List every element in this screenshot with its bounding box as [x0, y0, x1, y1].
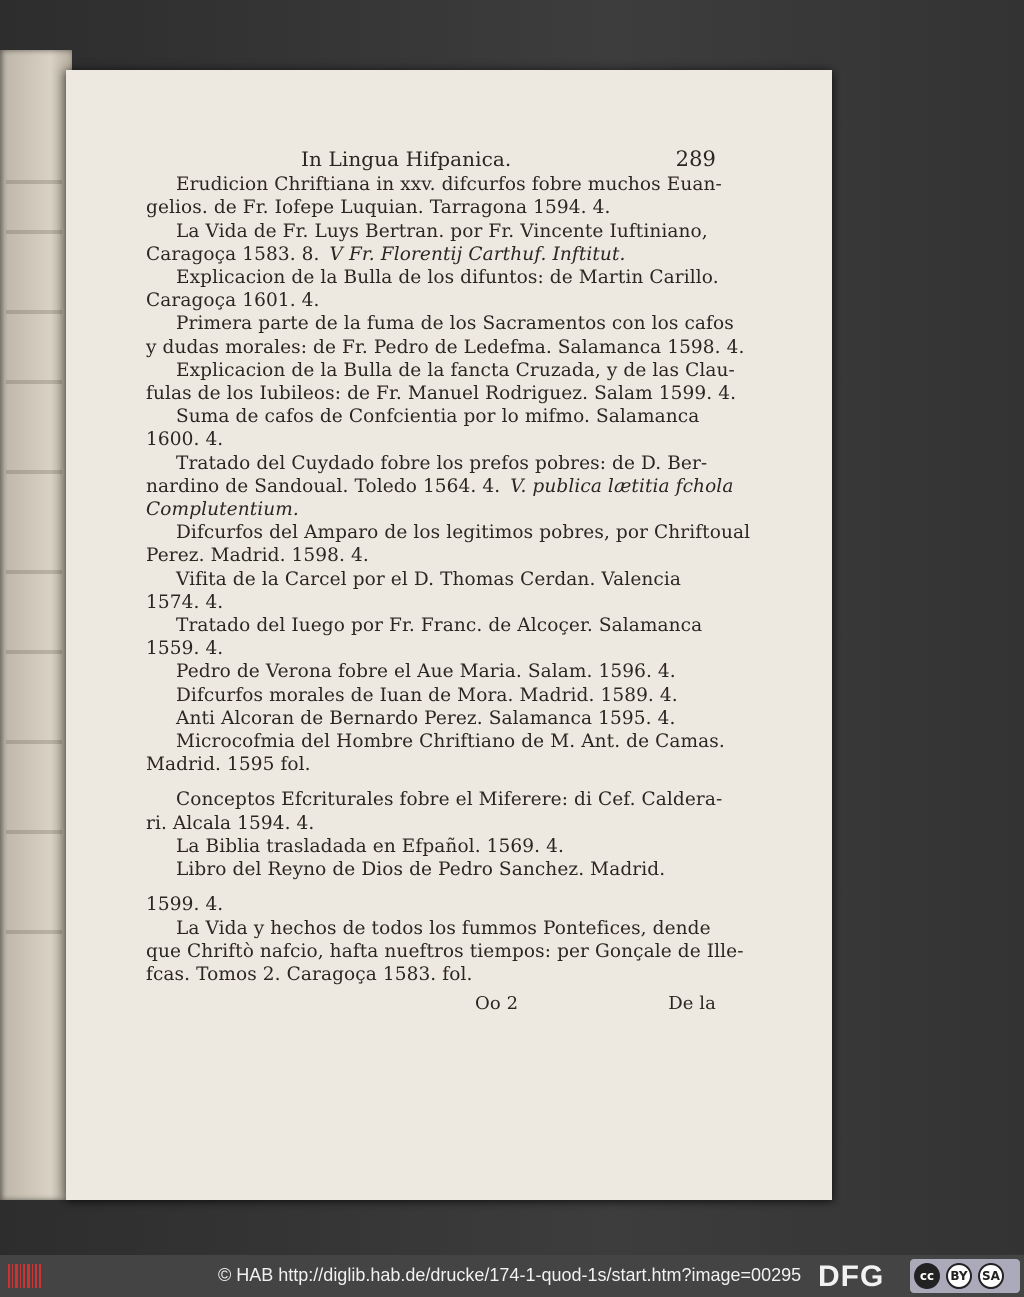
text-line — [146, 521, 751, 544]
line-text: Explicacion de la Bulla de la fancta Cruzada, y de las Clau- — [176, 359, 735, 381]
text-line — [146, 858, 716, 881]
text-line — [146, 544, 716, 567]
line-text: Explicacion de la Bulla de los difuntos: de Martin Carillo. — [176, 267, 719, 289]
line-text: Anti Alcoran de Bernardo Perez. Salamanca 1595. 4. — [176, 707, 676, 729]
line-text: 1559. 4. — [146, 638, 224, 660]
text-line — [146, 428, 716, 451]
text-line — [146, 835, 716, 858]
line-text: Caragoça 1583. 8. — [146, 243, 320, 265]
line-text: Suma de cafos de Confcientia por lo mifmo. Salamanca — [176, 406, 700, 428]
line-annotation: V. publica lætitia fchola — [510, 475, 734, 497]
line-text: Caragoça 1601. 4. — [146, 290, 320, 312]
text-line — [146, 614, 716, 637]
page-number: 289 — [675, 147, 716, 171]
text-line — [146, 893, 716, 916]
sa-icon: SA — [978, 1263, 1004, 1289]
bibliography-entries — [146, 173, 751, 986]
line-text: Erudicion Chriftiana in xxv. difcurfos fobre muchos Euan- — [176, 174, 722, 196]
text-line — [146, 940, 744, 963]
line-text: 1599. 4. — [146, 894, 224, 916]
line-text: Perez. Madrid. 1598. 4. — [146, 545, 369, 567]
text-line — [146, 660, 716, 683]
signature-mark: Oo 2 — [475, 993, 519, 1015]
text-line — [146, 475, 734, 498]
text-line — [146, 684, 716, 707]
line-text: gelios. de Fr. Iofepe Luquian. Tarragona 1594. 4. — [146, 197, 611, 219]
text-line — [146, 173, 722, 196]
catchword: De la — [668, 993, 716, 1015]
page-text — [146, 147, 751, 1015]
text-line — [146, 963, 716, 986]
text-line — [146, 812, 716, 835]
text-line — [146, 917, 716, 940]
line-text: Libro del Reyno de Dios de Pedro Sanchez. Madrid. — [176, 859, 666, 881]
text-line — [146, 382, 737, 405]
page-footer — [146, 992, 716, 1015]
text-line — [146, 336, 745, 359]
text-line — [146, 498, 716, 521]
text-line — [146, 568, 716, 591]
text-line — [146, 289, 716, 312]
line-gap — [146, 881, 716, 893]
line-text: Microcofmia del Hombre Chriftiano de M. Ant. de Camas. — [176, 731, 725, 753]
line-text: La Vida y hechos de todos los fummos Pontefices, dende — [176, 917, 711, 939]
line-text: La Biblia trasladada en Efpañol. 1569. 4. — [176, 835, 564, 857]
text-line — [146, 788, 723, 811]
text-line — [146, 196, 716, 219]
dfg-logo[interactable]: DFG — [818, 1260, 885, 1293]
book-page — [66, 70, 832, 1200]
text-line — [146, 405, 716, 428]
line-text: y dudas morales: de Fr. Pedro de Ledefma. Salamanca 1598. 4. — [146, 336, 745, 358]
text-line — [146, 220, 716, 243]
cc-icon: cc — [914, 1263, 940, 1289]
text-line — [146, 637, 716, 660]
line-text: fcas. Tomos 2. Caragoça 1583. fol. — [146, 963, 473, 985]
text-line — [146, 591, 716, 614]
viewer-footer-bar — [0, 1255, 1024, 1297]
text-line — [146, 243, 716, 266]
running-title: In Lingua Hifpanica. — [301, 147, 512, 171]
text-line — [146, 266, 719, 289]
line-gap — [146, 776, 716, 788]
line-annotation: V Fr. Florentij Carthuf. Inftitut. — [329, 243, 626, 265]
previous-page-edge — [0, 50, 72, 1200]
line-text: Pedro de Verona fobre el Aue Maria. Salam. 1596. 4. — [176, 661, 676, 683]
line-text: Tratado del Cuydado fobre los prefos pobres: de D. Ber- — [176, 452, 708, 474]
text-line — [146, 452, 716, 475]
text-line — [146, 312, 734, 335]
text-line — [146, 707, 716, 730]
line-text: 1574. 4. — [146, 591, 224, 613]
source-credit-link[interactable]: © HAB http://diglib.hab.de/drucke/174-1-quod-1s/start.htm?image=00295 — [218, 1265, 802, 1285]
cc-license-badge[interactable] — [910, 1259, 1020, 1293]
text-line — [146, 359, 735, 382]
line-text: Madrid. 1595 fol. — [146, 754, 311, 776]
running-header — [146, 148, 716, 171]
by-icon: BY — [946, 1263, 972, 1289]
line-text: Complutentium. — [146, 499, 299, 521]
line-text: Primera parte de la fuma de los Sacramentos con los cafos — [176, 313, 734, 335]
line-text: nardino de Sandoual. Toledo 1564. 4. — [146, 475, 501, 497]
line-text: fulas de los Iubileos: de Fr. Manuel Rodriguez. Salam 1599. 4. — [146, 383, 737, 405]
line-text: Conceptos Efcriturales fobre el Miferere: di Cef. Caldera- — [176, 789, 723, 811]
line-text: que Chriftò nafcio, hafta nueftros tiempos: per Gonçale de Ille- — [146, 940, 744, 962]
hab-barcode-icon — [8, 1264, 48, 1288]
line-text: La Vida de Fr. Luys Bertran. por Fr. Vincente Iuftiniano, — [176, 220, 708, 242]
line-text: Difcurfos morales de Iuan de Mora. Madrid. 1589. 4. — [176, 684, 678, 706]
line-text: ri. Alcala 1594. 4. — [146, 812, 315, 834]
text-line — [146, 753, 716, 776]
text-line — [146, 730, 725, 753]
line-text: Tratado del Iuego por Fr. Franc. de Alcoçer. Salamanca — [176, 615, 703, 637]
line-text: Difcurfos del Amparo de los legitimos pobres, por Chriftoual — [176, 522, 751, 544]
line-text: Vifita de la Carcel por el D. Thomas Cerdan. Valencia — [176, 568, 681, 590]
line-text: 1600. 4. — [146, 429, 224, 451]
